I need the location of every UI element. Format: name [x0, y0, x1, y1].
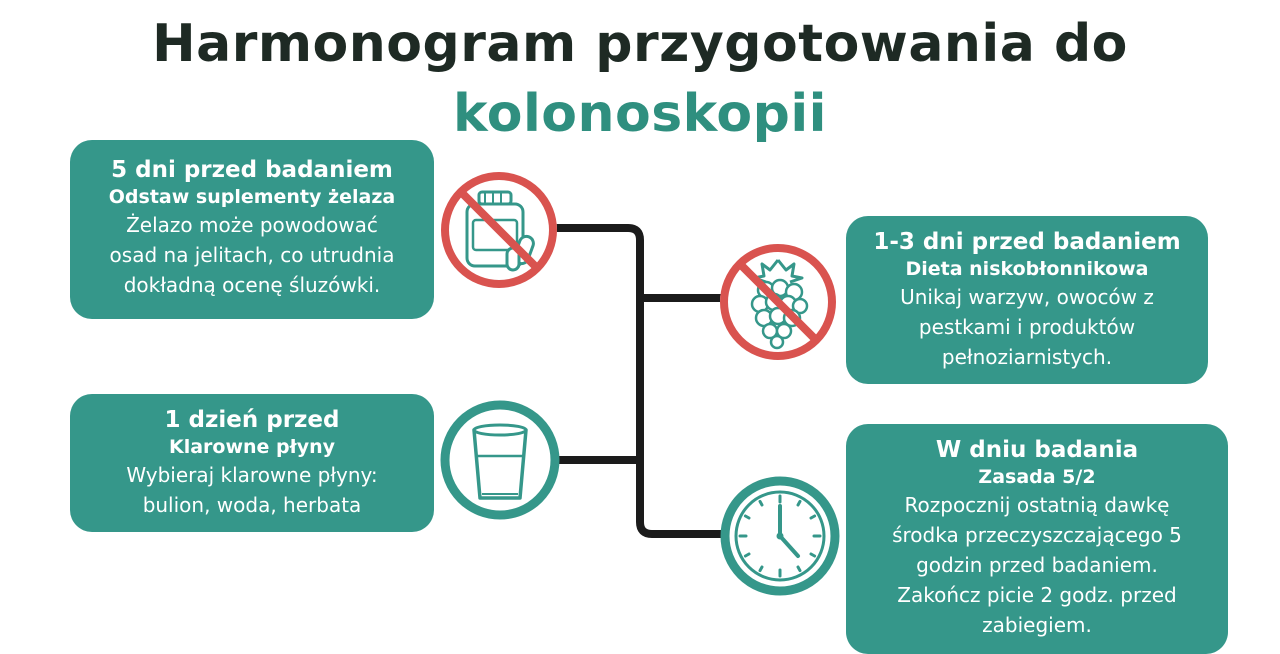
- no-supplements-icon: [437, 168, 561, 296]
- step-body-line: Wybieraj klarowne płyny:: [126, 463, 378, 487]
- step-subheading: Odstaw suplementy żelaza: [108, 186, 396, 208]
- step-body-line: osad na jelitach, co utrudnia: [109, 243, 395, 267]
- step-subheading: Zasada 5/2: [978, 466, 1096, 488]
- step-card-1-day: [70, 394, 434, 532]
- step-heading: 1-3 dni przed badaniem: [873, 229, 1181, 255]
- step-body-line: pełnoziarnistych.: [941, 345, 1113, 369]
- step-body-line: bulion, woda, herbata: [142, 493, 362, 517]
- page-title: Harmonogram przygotowania do: [152, 14, 1128, 74]
- step-subheading: Dieta niskobłonnikowa: [905, 258, 1149, 280]
- step-card-1-3-days: [846, 216, 1208, 384]
- step-body-line: Unikaj warzyw, owoców z: [900, 285, 1154, 309]
- glass-icon: [438, 398, 562, 526]
- step-heading: W dniu badania: [935, 437, 1139, 463]
- step-body-line: godzin przed badaniem.: [916, 553, 1158, 577]
- step-body-line: środka przeczyszczającego 5: [892, 523, 1182, 547]
- clock-icon: [718, 474, 842, 602]
- step-body-line: dokładną ocenę śluzówki.: [123, 273, 381, 297]
- step-body-line: Żelazo może powodować: [126, 213, 378, 237]
- step-subheading: Klarowne płyny: [168, 436, 335, 458]
- page-title-highlight: kolonoskopii: [453, 84, 827, 144]
- step-body-line: Zakończ picie 2 godz. przed: [897, 583, 1177, 607]
- no-raspberry-icon: [716, 240, 840, 368]
- step-heading: 1 dzień przed: [164, 407, 340, 433]
- step-body-line: zabiegiem.: [982, 613, 1092, 637]
- step-card-exam-day: [846, 424, 1228, 654]
- step-body-line: pestkami i produktów: [918, 315, 1136, 339]
- step-body-line: Rozpocznij ostatnią dawkę: [904, 493, 1170, 517]
- step-heading: 5 dni przed badaniem: [111, 157, 393, 183]
- step-card-5-days: [70, 140, 434, 319]
